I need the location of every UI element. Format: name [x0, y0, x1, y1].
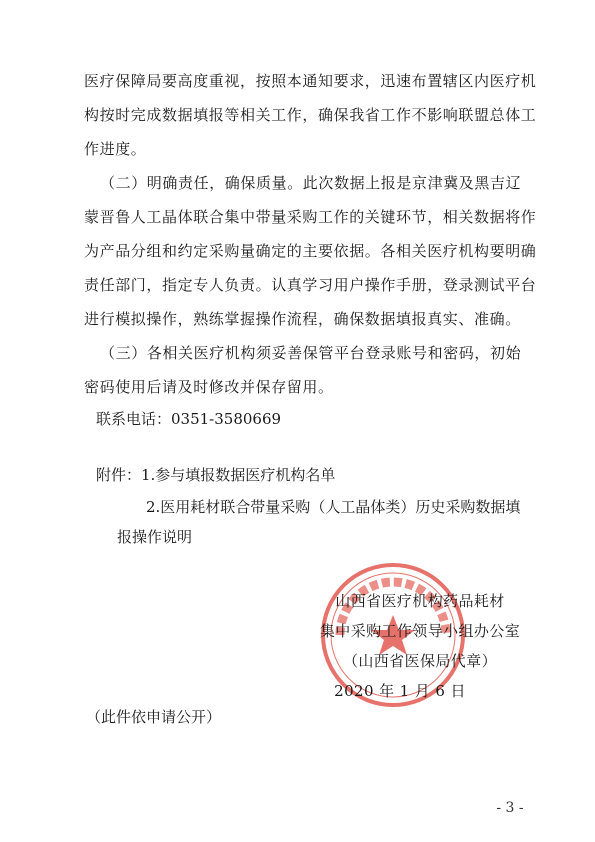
signature-org-1: 山西省医疗机构药品耗材 [335, 592, 505, 610]
attachment-item-2: 2.医用耗材联合带量采购（人工晶体类）历史采购数据填 [146, 498, 521, 516]
para1-line-2: 构按时完成数据填报等相关工作，确保我省工作不影响联盟总体工 [84, 106, 537, 124]
signature-org-3: （山西省医保局代章） [342, 652, 497, 670]
para3-line-1: （三）各相关医疗机构须妥善保管平台登录账号和密码，初始 [100, 344, 522, 362]
para1-line-3: 作进度。 [84, 140, 147, 158]
para2-line-4: 责任部门，指定专人负责。认真学习用户操作手册，登录测试平台 [84, 276, 537, 294]
para2-line-1: （二）明确责任，确保质量。此次数据上报是京津冀及黑吉辽 [100, 174, 522, 192]
para2-line-2: 蒙晋鲁人工晶体联合集中带量采购工作的关键环节，相关数据将作 [84, 208, 537, 226]
para1-line-1: 医疗保障局要高度重视，按照本通知要求，迅速布置辖区内医疗机 [84, 72, 537, 90]
disclosure-note: （此件依申请公开） [86, 708, 222, 726]
para3-line-2: 密码使用后请及时修改并保存留用。 [84, 378, 334, 396]
attachment-item-1: 附件：1.参与填报数据医疗机构名单 [96, 466, 336, 484]
contact-phone: 联系电话：0351-3580669 [96, 410, 282, 428]
signature-org-2: 集中采购工作领导小组办公室 [319, 622, 521, 640]
signature-date: 2020 年 1 月 6 日 [334, 682, 466, 700]
para2-line-5: 进行模拟操作，熟练掌握操作流程，确保数据填报真实、准确。 [84, 310, 521, 328]
para2-line-3: 为产品分组和约定采购量确定的主要依据。各相关医疗机构要明确 [84, 242, 537, 260]
page-number: - 3 - [496, 800, 524, 816]
attachment-item-2-cont: 报操作说明 [117, 528, 193, 546]
